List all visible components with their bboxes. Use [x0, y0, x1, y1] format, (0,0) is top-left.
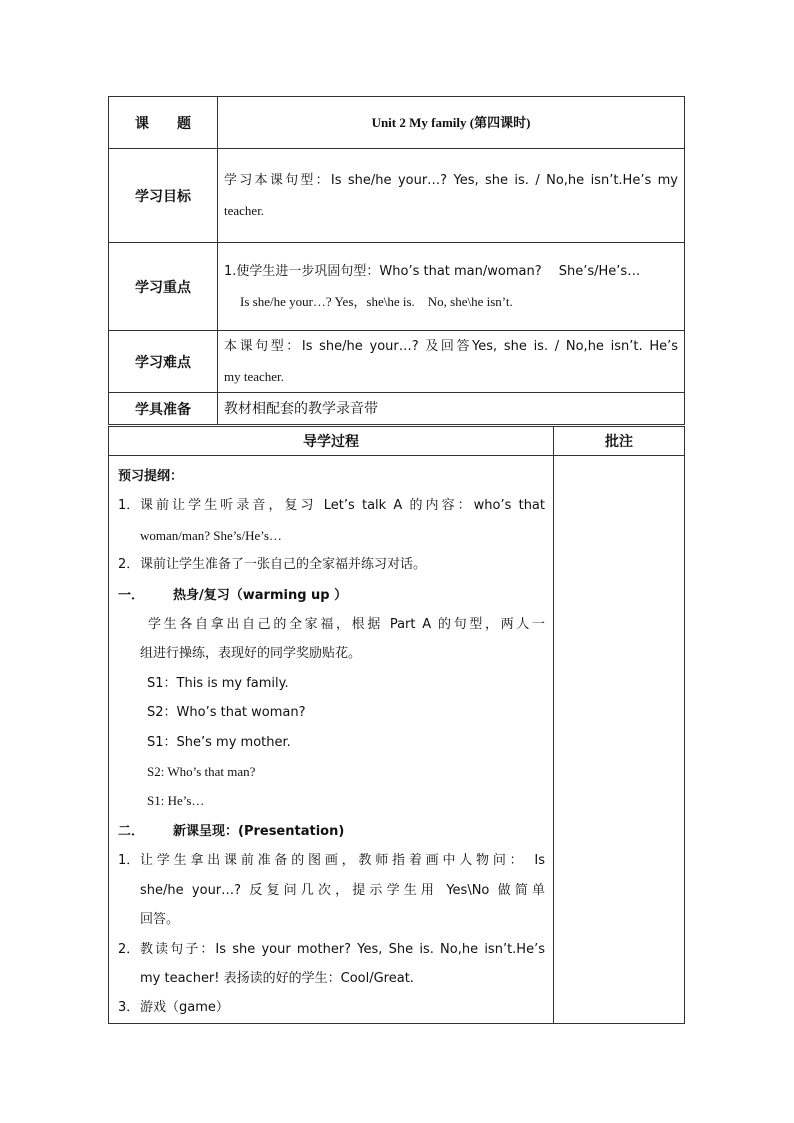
section-2-item-2	[118, 935, 545, 994]
notes-cell	[554, 456, 685, 1024]
key-line-1: 1.使学生进一步巩固句型：Who’s that man/woman? She’s/He’s…	[224, 263, 641, 279]
key-line-2: Is she/he your…? Yes，she\he is. No, she\he isn’t.	[240, 293, 513, 309]
goal-line-2: teacher.	[224, 202, 265, 218]
section-1-text-2: 组进行操练，表现好的同学奖励贴花。	[140, 646, 362, 662]
section-2-item-3-number: 3．	[118, 1000, 140, 1016]
section-2-number: 二．	[118, 823, 145, 839]
process-content-cell	[109, 456, 554, 1024]
section-1-text-1: 学生各自拿出自己的全家福，根据 Part A 的句型，两人一	[148, 617, 545, 633]
materials-value: 教材相配套的教学录音带	[218, 393, 685, 425]
section-2-title: 新课呈现：(Presentation)	[173, 823, 345, 839]
process-content	[109, 456, 553, 1023]
key-value	[218, 243, 685, 331]
goal-row	[109, 149, 685, 243]
difficulty-line-1: 本课句型：Is she/he your…? 及回答Yes, she is. / No,he isn’t. He’s	[224, 338, 678, 354]
section-2-item-1-line-3: 回答。	[140, 912, 180, 928]
process-header-row	[109, 427, 685, 456]
lesson-info-table	[108, 96, 685, 425]
section-1-heading	[118, 580, 545, 610]
section-1-title: 热身/复习（warming up ）	[173, 587, 348, 603]
goal-label: 学习目标	[109, 149, 218, 243]
section-2-item-1-line-2: she/he your…? 反复问几次，提示学生用 Yes\No 做简单	[140, 882, 545, 898]
section-1-number: 一．	[118, 587, 145, 603]
preview-item-2-number: 2．	[118, 557, 140, 573]
section-2-item-3-line-1: 游戏（game）	[140, 1000, 229, 1016]
dialogue-line: S1：This is my family.	[147, 675, 289, 691]
section-2-heading	[118, 816, 545, 846]
section-2-item-2-line-2: my teacher! 表扬读的好的学生：Cool/Great.	[140, 970, 414, 986]
materials-row	[109, 393, 685, 425]
dialogue-line: S1: He’s…	[147, 793, 205, 809]
topic-label: 课 题	[109, 97, 218, 149]
section-2-item-2-number: 2．	[118, 941, 140, 957]
topic-value: Unit 2 My family (第四课时)	[218, 97, 685, 149]
difficulty-label: 学习难点	[109, 331, 218, 393]
goal-value	[218, 149, 685, 243]
notes-column-header: 批注	[554, 427, 685, 456]
section-2-item-2-line-1: 教读句子：Is she your mother? Yes, She is. No,he isn’t.He’s	[140, 941, 545, 957]
key-label: 学习重点	[109, 243, 218, 331]
preview-heading: 预习提纲：	[118, 469, 184, 484]
preview-item-1-line-1: 课前让学生听录音，复习 Let’s talk A 的内容：who’s that	[140, 498, 545, 514]
materials-label: 学具准备	[109, 393, 218, 425]
process-table	[108, 426, 685, 1024]
difficulty-line-2: my teacher.	[224, 368, 284, 384]
section-2-item-1	[118, 846, 545, 934]
dialogue-line: S1：She’s my mother.	[147, 734, 291, 750]
process-column-header: 导学过程	[109, 427, 554, 456]
goal-line-1: 学习本课句型：Is she/he your…? Yes, she is. / No,he isn’t.He’s my	[224, 172, 678, 188]
section-2-item-3	[118, 993, 545, 1022]
section-2-item-1-line-1: 让学生拿出课前准备的图画，教师指着画中人物问： Is	[140, 853, 545, 869]
preview-item-1-line-2: woman/man? She’s/He’s…	[140, 527, 282, 543]
preview-item-2-line-1: 课前让学生准备了一张自己的全家福并练习对话。	[140, 557, 427, 573]
preview-item-1	[118, 491, 545, 550]
section-1-description	[118, 610, 545, 669]
dialogue-line: S2: Who’s that man?	[147, 764, 256, 780]
key-row	[109, 243, 685, 331]
topic-row	[109, 97, 685, 149]
dialogue	[118, 669, 545, 816]
process-body-row	[109, 456, 685, 1024]
section-2-item-1-number: 1．	[118, 853, 140, 869]
difficulty-value	[218, 331, 685, 393]
preview-item-1-number: 1．	[118, 498, 140, 514]
dialogue-line: S2：Who’s that woman?	[147, 705, 306, 721]
difficulty-row	[109, 331, 685, 393]
preview-item-2	[118, 550, 545, 579]
